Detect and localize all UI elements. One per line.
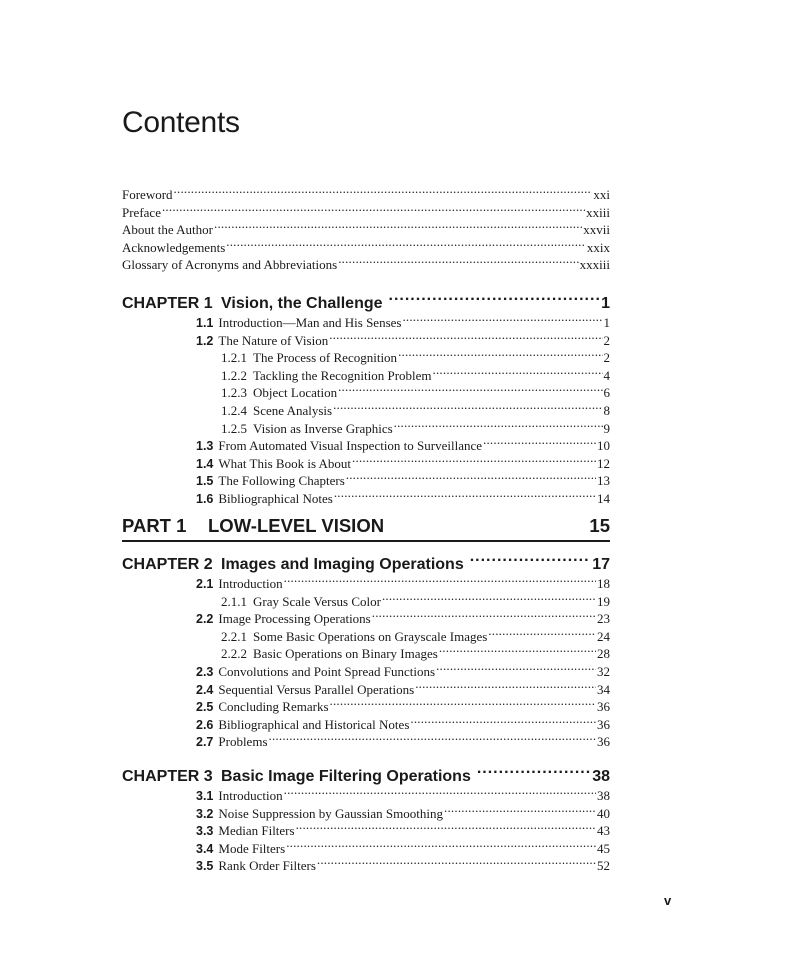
dot-leader (329, 332, 602, 345)
dot-leader (415, 681, 596, 694)
entry-page: 13 (597, 473, 610, 489)
dot-leader (470, 553, 590, 569)
toc-entry (122, 716, 610, 734)
subsection-number: 1.2.1 (221, 350, 247, 366)
dot-leader (269, 733, 596, 746)
dot-leader (338, 384, 602, 397)
entry-title: The Process of Recognition (253, 350, 398, 366)
toc-entry (122, 840, 610, 858)
front-matter-list (122, 186, 610, 274)
dot-leader (483, 437, 596, 450)
entry-title: Foreword (122, 187, 173, 202)
section-number: 2.3 (196, 664, 214, 679)
dot-leader (352, 455, 596, 468)
entry-page: 32 (597, 663, 610, 679)
entry-page: 18 (597, 576, 610, 591)
dot-leader (394, 420, 603, 433)
dot-leader (334, 490, 596, 503)
chapter-heading (122, 765, 610, 787)
entry-title: Object Location (253, 385, 338, 401)
dot-leader (284, 575, 596, 588)
dot-leader (162, 204, 585, 217)
section-number: 1.4 (196, 456, 214, 471)
toc-entry (122, 314, 610, 332)
entry-page: 6 (603, 385, 610, 401)
toc-entry (122, 593, 610, 611)
entry-title: Problems (218, 734, 268, 750)
subsection-number: 1.2.5 (221, 420, 247, 436)
entry-title: The Following Chapters (218, 473, 345, 489)
part-heading (122, 515, 610, 542)
entry-title: Tackling the Recognition Problem (253, 367, 432, 383)
chapter-title: Vision, the Challenge (221, 295, 383, 312)
entry-title: Introduction (218, 788, 283, 803)
dot-leader (333, 402, 602, 415)
section-number: 2.7 (196, 735, 214, 750)
entry-title: What This Book is About (218, 455, 352, 471)
entry-page: 1 (603, 315, 610, 330)
entry-page: 40 (597, 805, 610, 821)
entry-title: Sequential Versus Parallel Operations (218, 681, 415, 697)
subsection-number: 2.1.1 (221, 593, 247, 609)
dot-leader (444, 805, 596, 818)
entry-title: About the Author (122, 222, 213, 238)
entry-page: 19 (597, 593, 610, 609)
toc-entry (122, 575, 610, 593)
subsection-number: 1.2.4 (221, 402, 247, 418)
dot-leader (372, 610, 596, 623)
dot-leader (398, 349, 602, 362)
entry-title: Convolutions and Point Spread Functions (218, 663, 436, 679)
dot-leader (338, 256, 578, 269)
chapter-2-block (122, 553, 610, 751)
toc-entry (122, 698, 610, 716)
part-page: 15 (589, 515, 610, 536)
entry-page: 12 (597, 455, 610, 471)
section-number: 2.5 (196, 700, 214, 715)
section-number: 1.3 (196, 439, 214, 454)
entry-page: 28 (597, 646, 610, 662)
chapter-tag: CHAPTER 3 (122, 768, 213, 785)
toc-entry (122, 857, 610, 875)
toc-entry (122, 733, 610, 751)
section-number: 2.1 (196, 577, 214, 591)
chapter-heading (122, 292, 610, 314)
entry-title: Gray Scale Versus Color (253, 593, 381, 609)
dot-leader (488, 628, 596, 641)
entry-page: xxiii (586, 204, 610, 220)
toc-entry (122, 822, 610, 840)
section-number: 1.1 (196, 316, 214, 330)
subsection-number: 1.2.2 (221, 367, 247, 383)
entry-page: 10 (597, 438, 610, 454)
entry-page: 8 (603, 402, 610, 418)
chapter-page: 1 (601, 295, 610, 312)
chapter-title: Basic Image Filtering Operations (221, 768, 471, 785)
section-number: 3.1 (196, 789, 214, 803)
part-tag: PART 1 (122, 515, 187, 536)
section-number: 3.4 (196, 841, 214, 856)
entry-page: xxi (593, 187, 610, 202)
entry-page: 14 (597, 490, 610, 506)
toc-entry (122, 490, 610, 508)
chapter-title: Images and Imaging Operations (221, 556, 464, 573)
entry-page: 38 (597, 788, 610, 803)
entry-title: The Nature of Vision (218, 332, 329, 348)
toc-entry (122, 628, 610, 646)
entry-title: Median Filters (218, 823, 295, 839)
section-number: 3.5 (196, 859, 214, 874)
entry-page: 2 (603, 350, 610, 366)
part-title: LOW-LEVEL VISION (208, 515, 385, 536)
chapter-tag: CHAPTER 1 (122, 295, 213, 312)
dot-leader (410, 716, 596, 729)
section-number: 2.2 (196, 612, 214, 627)
dot-leader (433, 367, 603, 380)
section-number: 2.4 (196, 682, 214, 697)
dot-leader (330, 698, 596, 711)
page-title: Contents (122, 106, 240, 139)
subsection-number: 2.2.2 (221, 646, 247, 662)
toc-entry (122, 239, 610, 257)
dot-leader (439, 645, 596, 658)
toc-entry (122, 805, 610, 823)
toc-entry (122, 256, 610, 274)
entry-page: 36 (597, 699, 610, 715)
subsection-number: 2.2.1 (221, 628, 247, 644)
entry-title: Mode Filters (218, 840, 286, 856)
entry-page: 43 (597, 823, 610, 839)
dot-leader (477, 765, 590, 781)
toc-entry (122, 472, 610, 490)
chapter-1-block (122, 292, 610, 508)
dot-leader (436, 663, 596, 676)
entry-title: From Automated Visual Inspection to Surveillance (218, 438, 483, 454)
chapter-page: 38 (592, 768, 610, 785)
section-number: 2.6 (196, 717, 214, 732)
entry-title: Scene Analysis (253, 402, 333, 418)
toc-entry (122, 663, 610, 681)
entry-title: Some Basic Operations on Grayscale Images (253, 628, 488, 644)
entry-page: 34 (597, 681, 610, 697)
entry-page: 2 (603, 332, 610, 348)
dot-leader (296, 822, 596, 835)
section-number: 3.2 (196, 806, 214, 821)
entry-title: Image Processing Operations (218, 611, 371, 627)
section-number: 3.3 (196, 824, 214, 839)
toc-entry (122, 384, 610, 402)
entry-page: 36 (597, 734, 610, 750)
chapter-3-block (122, 765, 610, 875)
chapter-tag: CHAPTER 2 (122, 556, 213, 573)
chapter-page: 17 (592, 556, 610, 573)
section-number: 1.6 (196, 491, 214, 506)
entry-page: xxxiii (579, 257, 610, 273)
dot-leader (402, 314, 602, 327)
entry-page: xxix (586, 239, 610, 255)
entry-title: Basic Operations on Binary Images (253, 646, 438, 662)
toc-entry (122, 332, 610, 350)
dot-leader (382, 593, 596, 606)
entry-page: 52 (597, 858, 610, 874)
entry-page: 36 (597, 716, 610, 732)
toc-entry (122, 349, 610, 367)
dot-leader (284, 787, 596, 800)
dot-leader (214, 221, 582, 234)
toc-entry (122, 420, 610, 438)
entry-title: Noise Suppression by Gaussian Smoothing (218, 805, 444, 821)
entry-title: Rank Order Filters (218, 858, 316, 874)
subsection-number: 1.2.3 (221, 385, 247, 401)
entry-title: Bibliographical and Historical Notes (218, 716, 410, 732)
entry-title: Bibliographical Notes (218, 490, 333, 506)
chapter-heading (122, 553, 610, 575)
entry-page: 4 (603, 367, 610, 383)
entry-title: Introduction—Man and His Senses (218, 315, 402, 330)
toc-entry (122, 402, 610, 420)
entry-title: Acknowledgements (122, 239, 226, 255)
section-number: 1.5 (196, 474, 214, 489)
toc-entry (122, 204, 610, 222)
dot-leader (346, 472, 596, 485)
entry-title: Concluding Remarks (218, 699, 329, 715)
dot-leader (286, 840, 596, 853)
toc-entry (122, 186, 610, 204)
entry-title: Vision as Inverse Graphics (253, 420, 393, 436)
toc-entry (122, 437, 610, 455)
dot-leader (389, 292, 600, 308)
entry-page: 9 (603, 420, 610, 436)
toc-entry (122, 610, 610, 628)
entry-page: 45 (597, 840, 610, 856)
toc-entry (122, 367, 610, 385)
toc-entry (122, 455, 610, 473)
entry-page: 24 (597, 628, 610, 644)
toc-entry (122, 787, 610, 805)
entry-page: xxvii (583, 222, 610, 238)
toc-entry (122, 645, 610, 663)
toc-entry (122, 681, 610, 699)
dot-leader (174, 186, 593, 199)
dot-leader (226, 239, 586, 252)
dot-leader (317, 857, 596, 870)
entry-page: 23 (597, 611, 610, 627)
section-number: 1.2 (196, 333, 214, 348)
entry-title: Preface (122, 204, 161, 220)
entry-title: Glossary of Acronyms and Abbreviations (122, 257, 338, 273)
page-number: v (664, 893, 672, 908)
entry-title: Introduction (218, 576, 283, 591)
toc-entry (122, 221, 610, 239)
